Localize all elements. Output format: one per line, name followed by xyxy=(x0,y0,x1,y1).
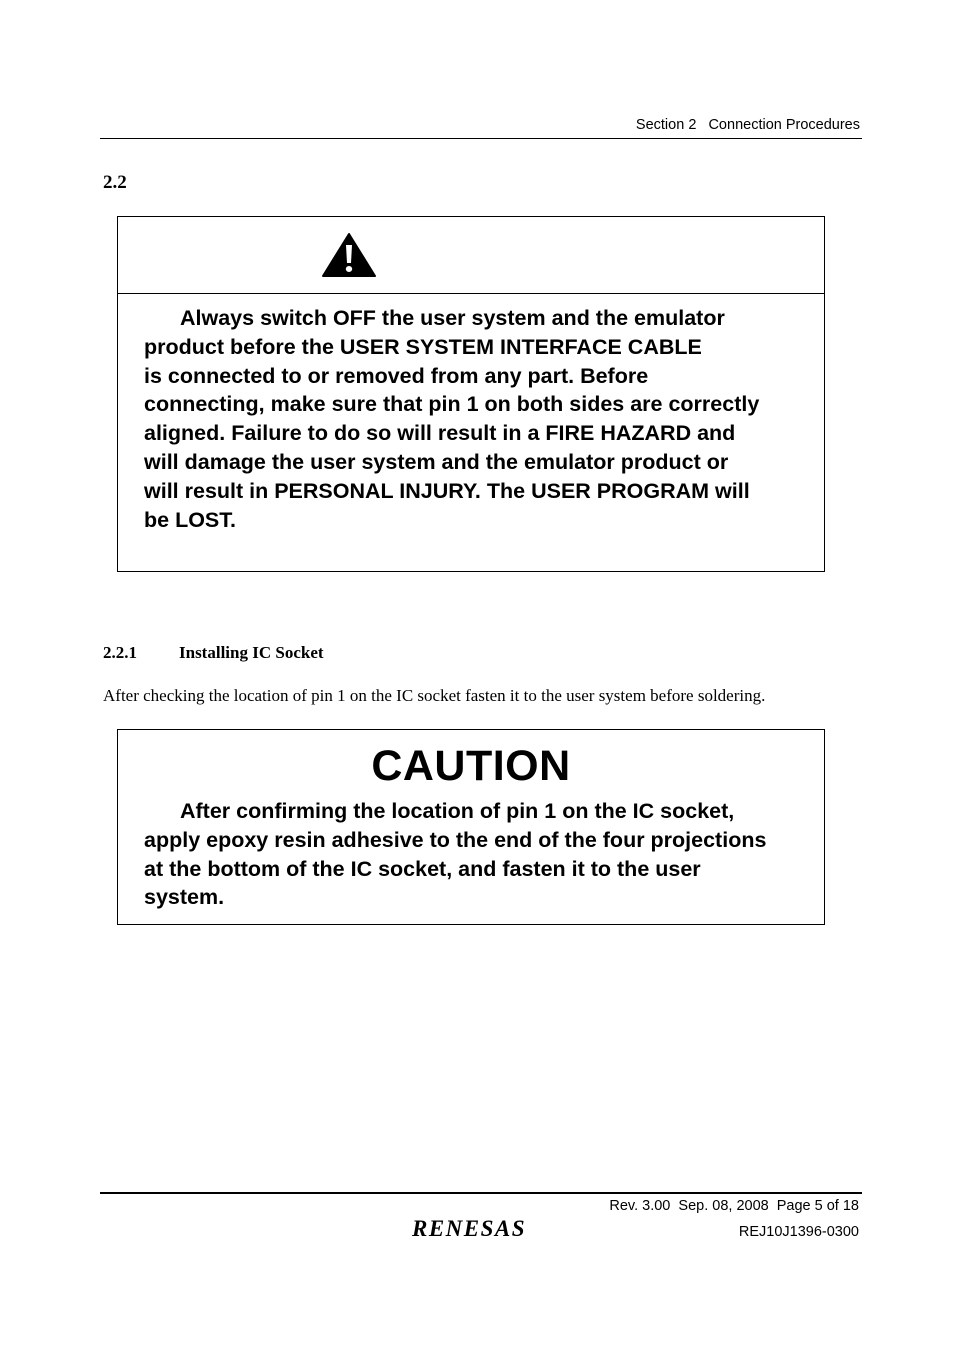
warning-line: be LOST. xyxy=(144,507,236,532)
warning-line: product before the USER SYSTEM INTERFACE CABLE xyxy=(144,334,702,359)
warning-line: will result in PERSONAL INJURY. The USER PROGRAM will xyxy=(144,478,750,503)
caution-line: apply epoxy resin adhesive to the end of the four projections xyxy=(144,827,767,852)
subsection-title: Installing IC Socket xyxy=(179,643,324,662)
caution-text xyxy=(118,797,824,912)
subsection-heading xyxy=(103,643,324,663)
warning-line: connecting, make sure that pin 1 on both sides are correctly xyxy=(144,392,760,417)
caution-line: After confirming the location of pin 1 on the IC socket, xyxy=(180,799,735,823)
caution-line: system. xyxy=(144,885,225,910)
header-section-title: Section 2 Connection Procedures xyxy=(635,117,860,133)
page-header xyxy=(100,116,862,139)
section-number: 2.2 xyxy=(103,172,127,193)
warning-line: Always switch OFF the user system and the emulator xyxy=(180,306,725,330)
body-paragraph: After checking the location of pin 1 on the IC socket fasten it to the user system before soldering. xyxy=(103,686,766,705)
caution-title: CAUTION xyxy=(371,742,571,790)
warning-line: is connected to or removed from any part. Before xyxy=(144,363,649,388)
subsection-number: 2.2.1 xyxy=(103,643,137,662)
warning-line: will damage the user system and the emulator product or xyxy=(144,449,729,474)
caution-line: at the bottom of the IC socket, and fasten it to the user xyxy=(144,856,701,881)
warning-text xyxy=(118,304,824,534)
footer-revision: Rev. 3.00 Sep. 08, 2008 Page 5 of 18 xyxy=(609,1198,859,1214)
warning-triangle-icon xyxy=(321,232,377,278)
logo-text: RENESAS xyxy=(412,1216,527,1241)
footer-divider xyxy=(100,1192,862,1194)
warning-box xyxy=(117,216,825,572)
renesas-logo xyxy=(410,1212,556,1242)
footer-document-number: REJ10J1396-0300 xyxy=(738,1224,859,1240)
warning-line: aligned. Failure to do so will result in a FIRE HAZARD and xyxy=(144,421,736,446)
warning-header xyxy=(118,217,824,294)
caution-box xyxy=(117,729,825,925)
